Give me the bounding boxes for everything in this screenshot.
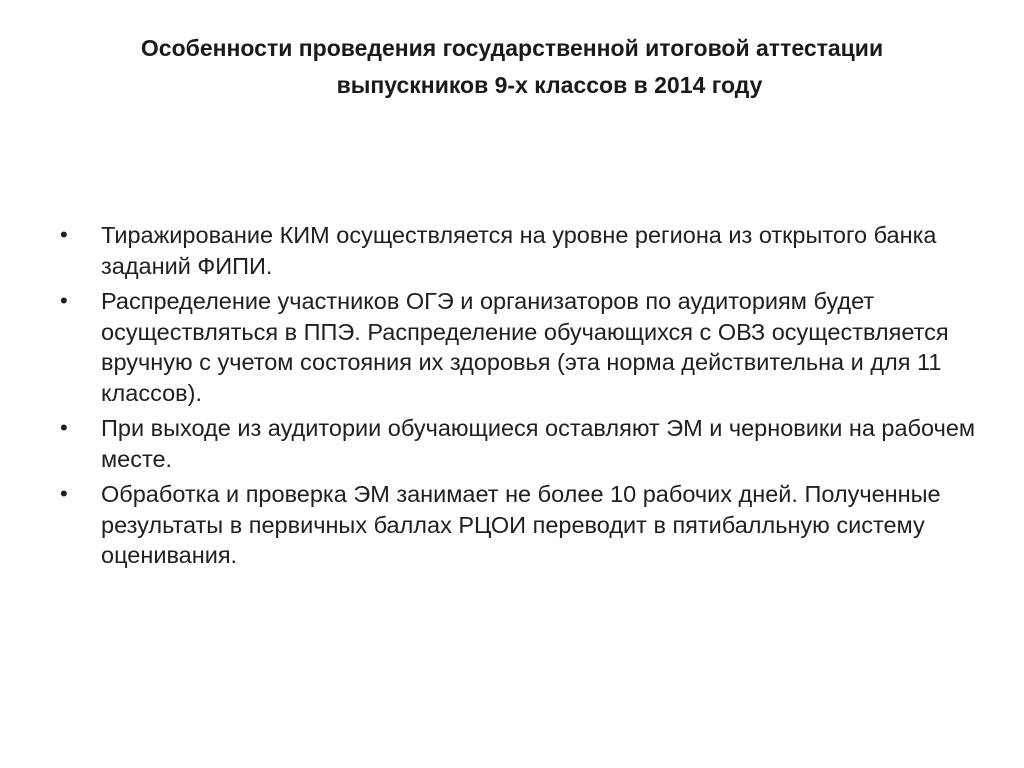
slide-title: [60, 30, 964, 104]
bullet-text-2: Распределение участников ОГЭ и организаторов по аудиториям будет осуществляться в ППЭ. Распределение обучающихся с ОВЗ осуществляется вручную с учетом состояния их здоровья (эта норма действительна и для 11 классов).: [101, 288, 949, 406]
bullet-item-2: [60, 286, 980, 408]
bullet-text-3: При выходе из аудитории обучающиеся оставляют ЭМ и черновики на рабочем месте.: [101, 415, 976, 472]
bullet-icon: •: [60, 481, 68, 506]
bullet-item-3: [60, 413, 980, 474]
bullet-list: [60, 220, 980, 576]
bullet-text-4: Обработка и проверка ЭМ занимает не более 10 рабочих дней. Полученные результаты в первичных баллах РЦОИ переводит в пятибалльную систему оценивания.: [101, 481, 941, 568]
bullet-text-1: Тиражирование КИМ осуществляется на уровне региона из открытого банка заданий ФИПИ.: [101, 222, 937, 279]
bullet-icon: •: [60, 288, 68, 313]
bullet-icon: •: [60, 415, 68, 440]
bullet-item-1: [60, 220, 980, 281]
slide-title-line-2: выпускников 9-х классов в 2014 году: [336, 72, 763, 98]
bullet-icon: •: [60, 222, 68, 247]
bullet-item-4: [60, 479, 980, 571]
slide-title-line-1: Особенности проведения государственной итоговой аттестации: [140, 35, 884, 61]
